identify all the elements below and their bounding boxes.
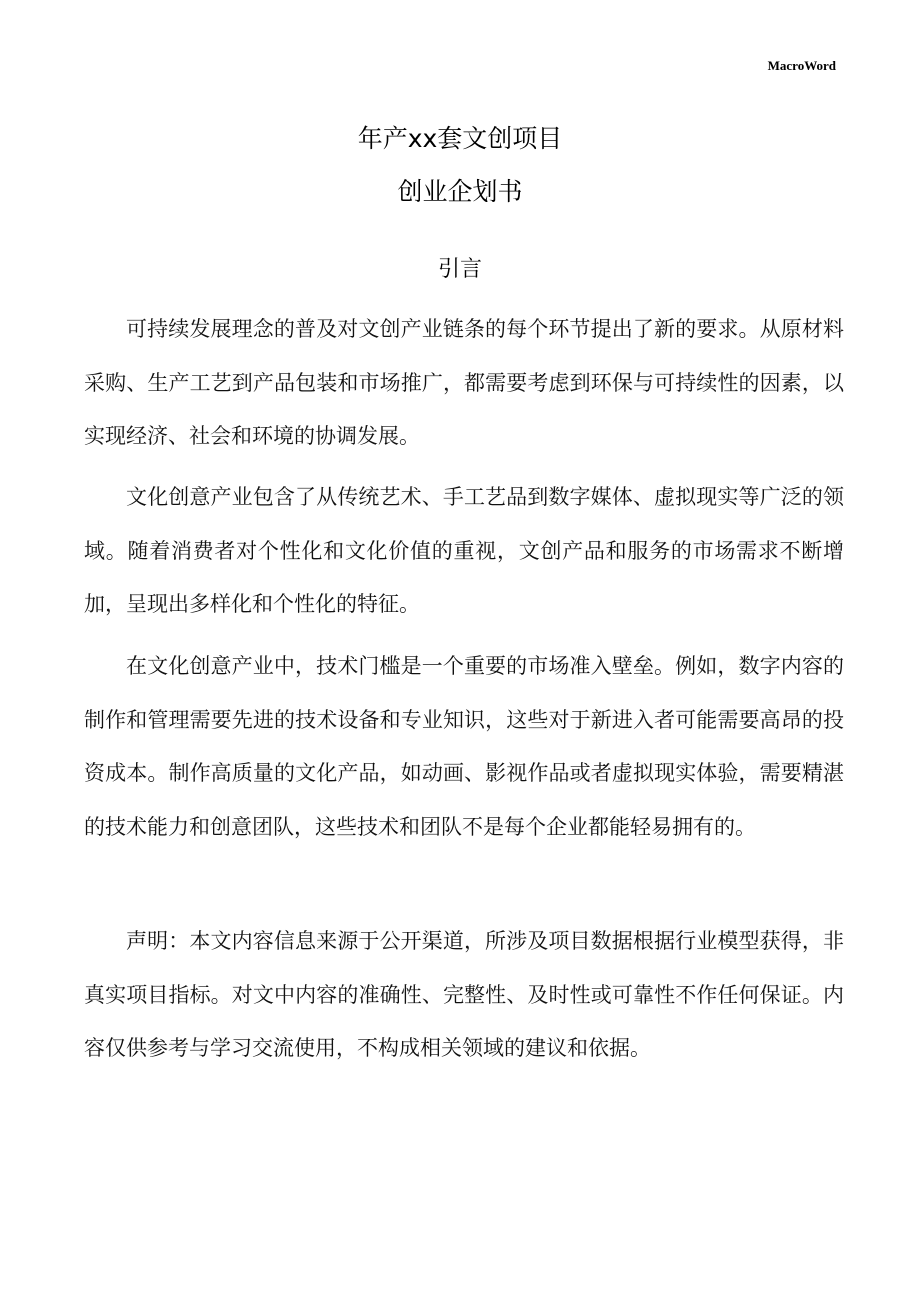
paragraph-2: 文化创意产业包含了从传统艺术、手工艺品到数字媒体、虚拟现实等广泛的领域。随着消费者对个性化和文化价值的重视，文创产品和服务的市场需求不断增加，呈现出多样化和个性化的特征。 xyxy=(84,485,844,616)
paragraph-1: 可持续发展理念的普及对文创产业链条的每个环节提出了新的要求。从原材料采购、生产工艺到产品包装和市场推广，都需要考虑到环保与可持续性的因素，以实现经济、社会和环境的协调发展。 xyxy=(84,317,844,448)
paragraph-3: 在文化创意产业中，技术门槛是一个重要的市场准入壁垒。例如，数字内容的制作和管理需要先进的技术设备和专业知识，这些对于新进入者可能需要高昂的投资成本。制作高质量的文化产品，如动画、影视作品或者虚拟现实体验，需要精湛的技术能力和创意团队，这些技术和团队不是每个企业都能轻易拥有的。 xyxy=(84,654,844,839)
disclaimer-paragraph: 声明：本文内容信息来源于公开渠道，所涉及项目数据根据行业模型获得，非真实项目指标。对文中内容的准确性、完整性、及时性或可靠性不作任何保证。内容仅供参考与学习交流使用，不构成相关领域的建议和依据。 xyxy=(84,929,844,1060)
document-title-line1: 年产xx套文创项目 xyxy=(357,124,563,153)
section-heading: 引言 xyxy=(437,257,482,282)
document-title-line2: 创业企划书 xyxy=(397,177,523,206)
header-brand: MacroWord xyxy=(767,58,836,73)
